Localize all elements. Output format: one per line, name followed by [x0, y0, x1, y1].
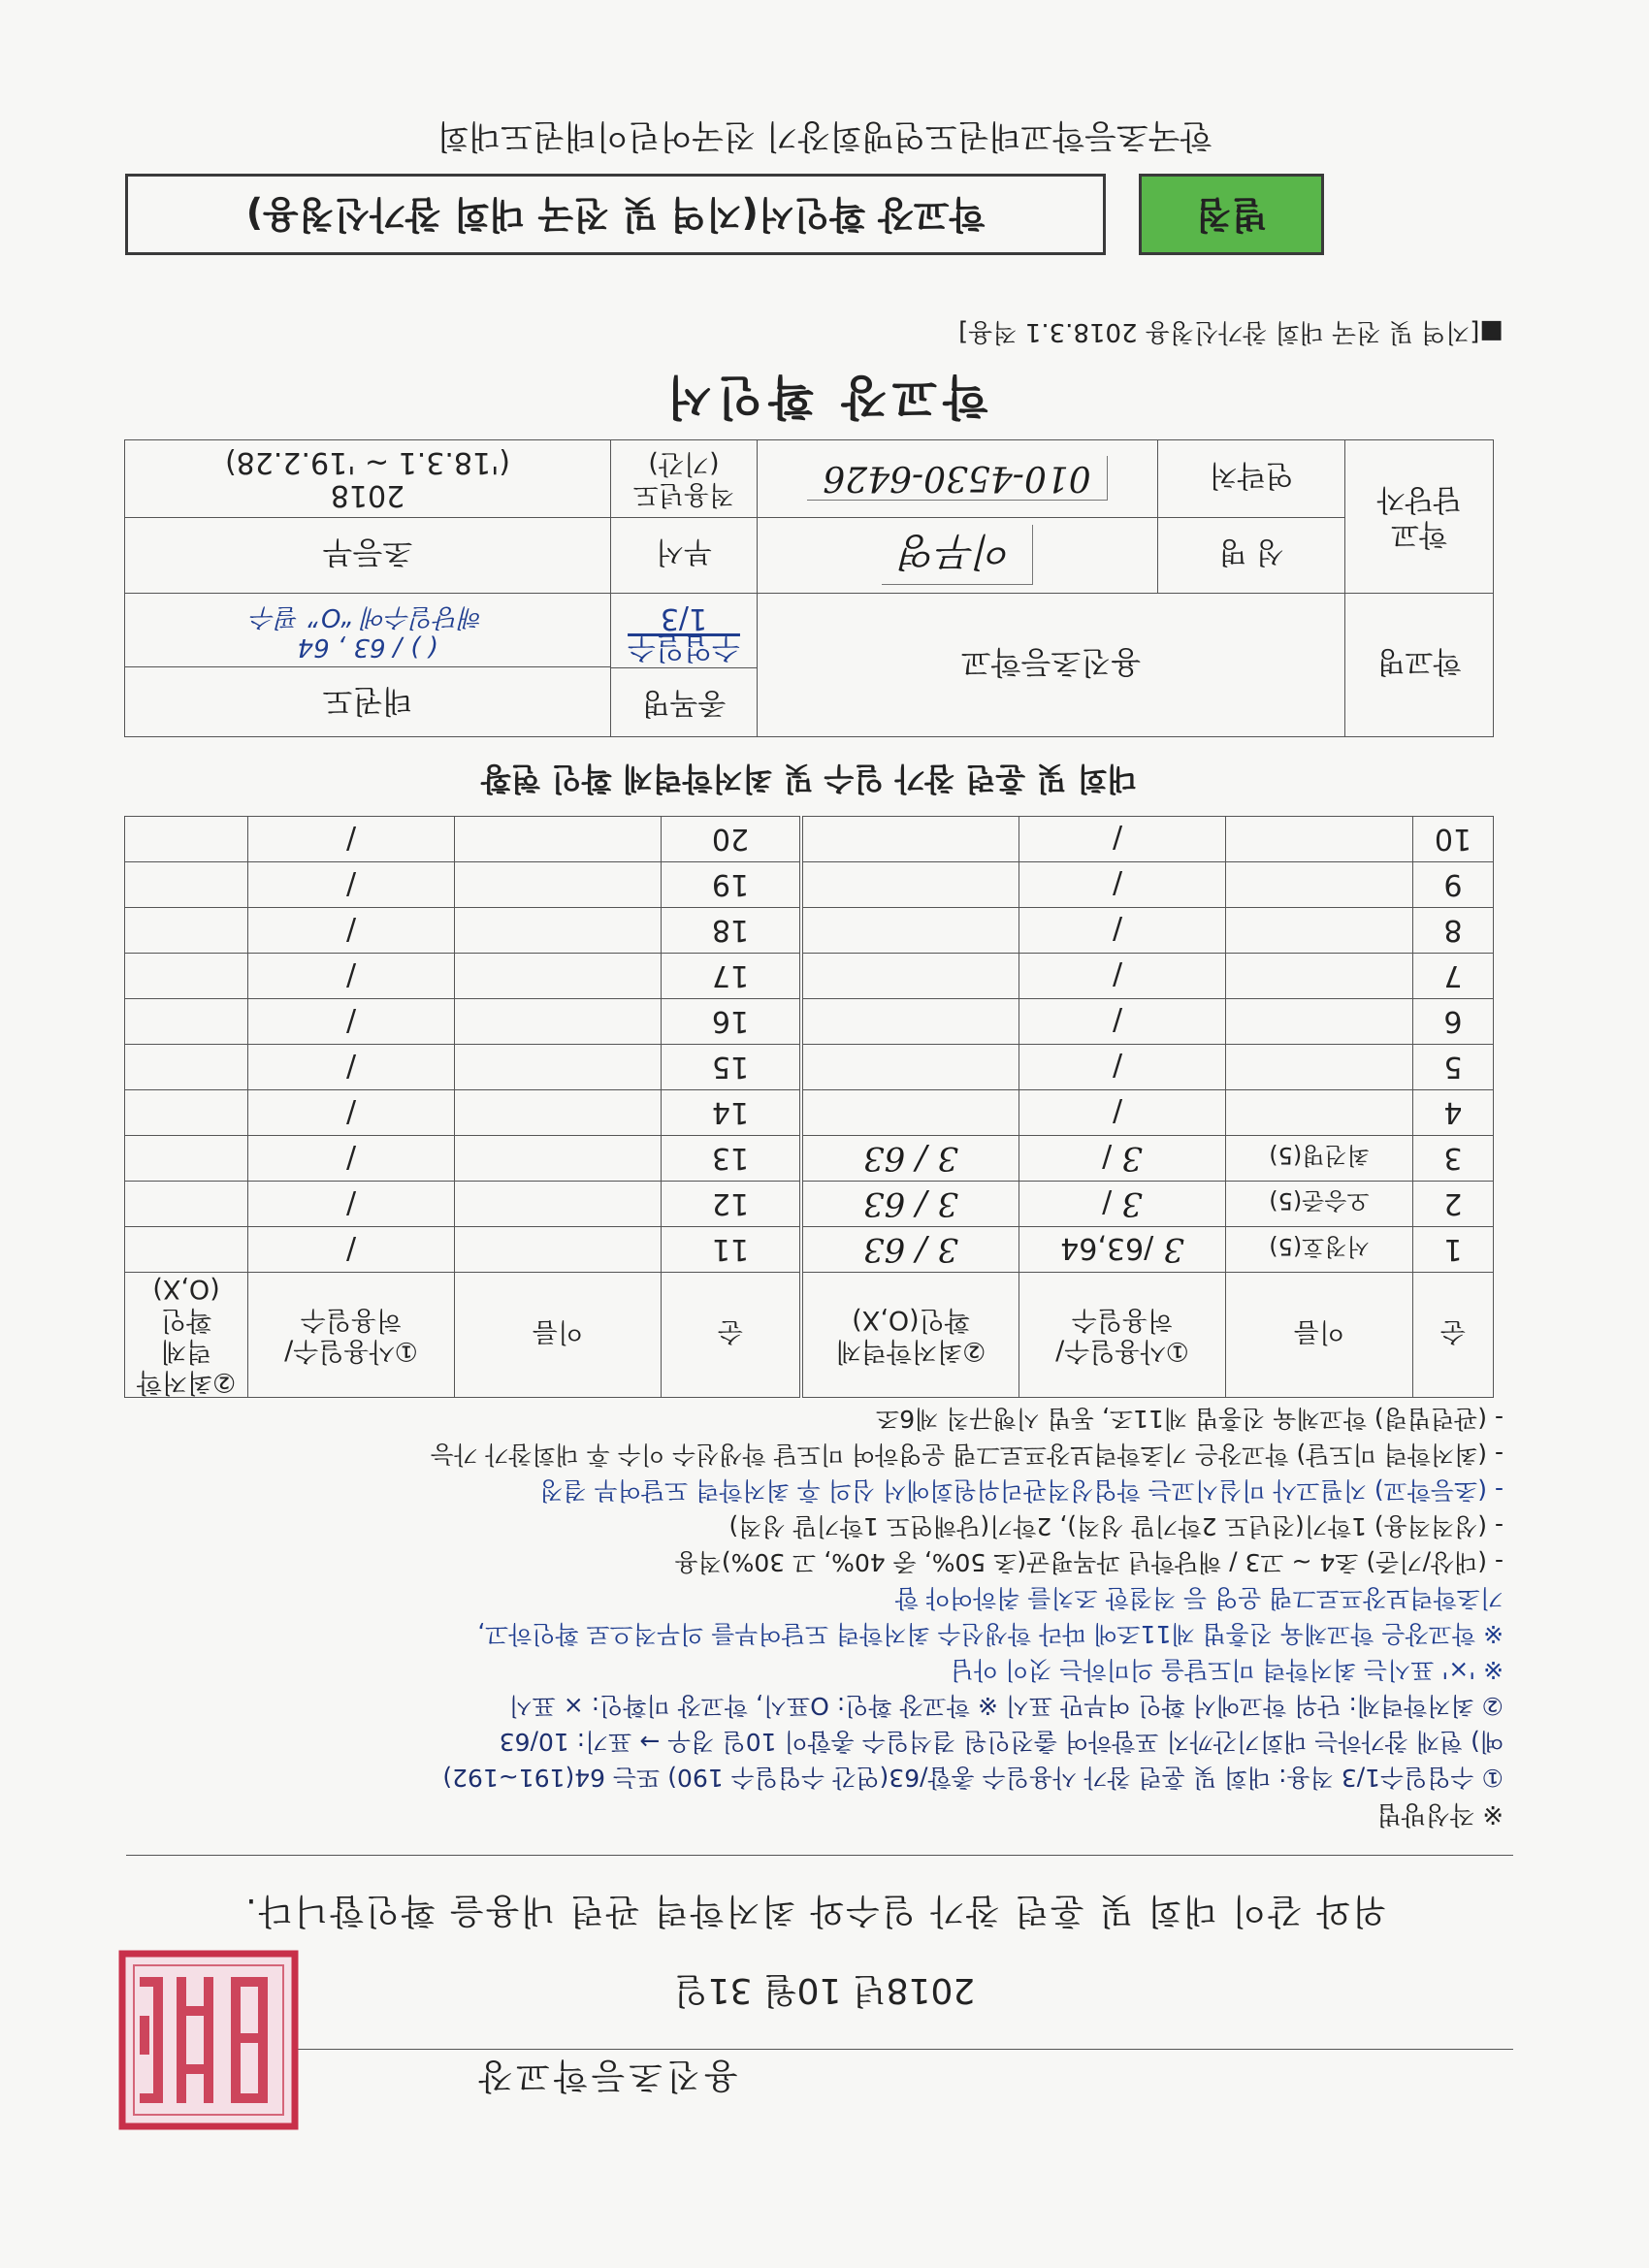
row-check [801, 817, 1019, 862]
school-name-value: 용진초등학교 [758, 594, 1345, 737]
attendance-note: 해당일수에 “O” 필수 [251, 602, 484, 632]
event-value: 태권도 [125, 667, 610, 736]
row-allowed-value: / [1112, 1049, 1123, 1083]
row-check: 3 / 63 [801, 1182, 1019, 1227]
signer-name: 용진초등학교장 [474, 2056, 738, 2095]
row-used [1019, 1136, 1226, 1182]
attachment-badge: 별첨 [1139, 174, 1324, 255]
col-days-2: ①사용일수/ 허용일수 [248, 1273, 455, 1398]
note-line: ※ 학교장은 학교체육 진흥법 제11조에 따라 학생선수 최저학력 도달여부를 의무적으로 확인하고, [477, 1620, 1504, 1648]
dept-label: 부서 [611, 518, 758, 594]
note-line: - (관련법령) 학교체육 진흥법 제11조, 동법 시행규칙 제6조 [876, 1405, 1504, 1433]
row-no-right: 13 [662, 1136, 802, 1182]
row-name [1226, 999, 1413, 1045]
row-no: 9 [1413, 862, 1494, 908]
row-allowed-value: /63,64 [1060, 1231, 1154, 1265]
row-no: 4 [1413, 1090, 1494, 1136]
row-used-value: 3 [1121, 1139, 1143, 1178]
notes-heading: ※ 작성방법 [1376, 1799, 1504, 1829]
row-used-right: / [248, 1045, 455, 1090]
table-row [125, 908, 1494, 954]
name-label: 성 명 [1158, 518, 1345, 594]
note-line: - (대상/기준) 초4 ~ 고3 / 해당학년 과목평균(초 50%, 중 40%, 고 30%)적용 [674, 1548, 1504, 1576]
row-name [1226, 1045, 1413, 1090]
row-used-right: / [248, 1136, 455, 1182]
table-row [125, 817, 1494, 862]
row-no-right: 19 [662, 862, 802, 908]
row-check-right [125, 1045, 248, 1090]
applicability-note: ■[지역 및 전국 대회 참가신청용 2018.3.1 적용] [958, 317, 1504, 346]
row-no: 2 [1413, 1182, 1494, 1227]
period-range: ('18.3.1 ~ '19.2.28) [224, 445, 511, 480]
row-used [1019, 817, 1226, 862]
row-check [801, 954, 1019, 999]
row-check: 3 / 63 [801, 1136, 1019, 1182]
school-name-label: 학교명 [1345, 594, 1494, 737]
row-name-right [455, 1227, 662, 1273]
attendance-ratio: 1/3 [660, 601, 708, 635]
row-used-value: 3 [1163, 1230, 1184, 1269]
col-no: 순 [1413, 1273, 1494, 1398]
teacher-name: 이무영 [882, 526, 1034, 586]
row-check [801, 1090, 1019, 1136]
row-no-right: 14 [662, 1090, 802, 1136]
notes-block [126, 1401, 1504, 1831]
school-info-table [124, 439, 1494, 737]
row-used [1019, 954, 1226, 999]
table-row [125, 862, 1494, 908]
table-row [125, 1045, 1494, 1090]
school-seal [116, 1948, 301, 2132]
row-name-right [455, 999, 662, 1045]
row-used [1019, 1090, 1226, 1136]
row-check [801, 1045, 1019, 1090]
row-used [1019, 1045, 1226, 1090]
row-allowed-value: / [1112, 866, 1123, 900]
row-name-right [455, 908, 662, 954]
table-row [125, 1182, 1494, 1227]
row-name-right [455, 1090, 662, 1136]
row-check [801, 908, 1019, 954]
row-name-right [455, 817, 662, 862]
row-check-right [125, 1227, 248, 1273]
period-label: 적용년도 (기간) [611, 440, 758, 518]
form-title: 학교장 확인서 [661, 370, 988, 424]
note-line: 예) 현재 참가하는 대회기간까지 포함하여 출전인원 결석일수 총합이 10일 경우 → 표기: 10/63 [499, 1728, 1504, 1756]
row-no: 1 [1413, 1227, 1494, 1273]
row-no-right: 12 [662, 1182, 802, 1227]
row-no-right: 11 [662, 1227, 802, 1273]
row-check [801, 862, 1019, 908]
row-allowed-value: / [1112, 912, 1123, 946]
row-used-right: / [248, 817, 455, 862]
col-check-2: ②최저학력제 확인(O,X) [125, 1273, 248, 1398]
table-row [125, 999, 1494, 1045]
row-no-right: 16 [662, 999, 802, 1045]
row-name [1226, 817, 1413, 862]
note-line: - (최저학력 미도달) 학교장은 기초학력보장프로그램 운영하여 미도달 학생선수 이수 후 대회참가 가능 [430, 1441, 1504, 1469]
row-no: 3 [1413, 1136, 1494, 1182]
row-check [801, 999, 1019, 1045]
contact-value: 010-4530-6426 [807, 457, 1107, 502]
row-allowed-value: / [1102, 1140, 1113, 1174]
row-check-right [125, 862, 248, 908]
col-no-2: 순 [662, 1273, 802, 1398]
row-name-right [455, 954, 662, 999]
period-year: 2018 [330, 478, 405, 513]
row-used-right: / [248, 1090, 455, 1136]
row-no-right: 15 [662, 1045, 802, 1090]
attendance-label: 수업일수 [628, 631, 740, 664]
note-line: ① 수업일수1/3 적용: 대회 및 훈련 참가 사용일수 총합/63(연간 수업일수 190) 또는 64(191~192) [442, 1764, 1504, 1792]
organizer-title: 한국초등학교태권도연맹회장기 전국어린이태권도대회 [436, 116, 1212, 155]
row-name [1226, 908, 1413, 954]
roster-caption: 대회 및 훈련 참가 일수 및 최저학력제 확인 현황 [480, 761, 1138, 797]
row-no: 10 [1413, 817, 1494, 862]
note-line: - (성적적용) 1학기(전년도 2학기말 성적), 2학기(당해연도 1학기말 성적) [728, 1512, 1504, 1540]
row-used-right: / [248, 1227, 455, 1273]
row-used [1019, 908, 1226, 954]
roster-table [124, 816, 1494, 1398]
row-no: 6 [1413, 999, 1494, 1045]
row-name: 최건명(5) [1226, 1136, 1413, 1182]
note-line: ② 최저학력제: 단위 학교에서 확인 여부만 표시 ※ 학교장 확인: O표시, 학교장 미확인: × 표시 [508, 1692, 1504, 1720]
row-name: 오승준(5) [1226, 1182, 1413, 1227]
row-check-right [125, 1182, 248, 1227]
col-name: 이름 [1226, 1273, 1413, 1398]
row-allowed-value: / [1112, 1003, 1123, 1037]
row-check-right [125, 817, 248, 862]
row-allowed-value: / [1112, 821, 1123, 855]
table-row [125, 1090, 1494, 1136]
row-name-right [455, 862, 662, 908]
row-check-right [125, 999, 248, 1045]
note-line: 기초학력보장프로그램 운영 등 적절한 조치를 취하여야 함 [894, 1584, 1504, 1612]
col-check: ②최저학력제 확인(O,X) [801, 1273, 1019, 1398]
contact-label: 연락처 [1158, 440, 1345, 518]
dept-value: 초등부 [125, 518, 611, 594]
row-used-right: / [248, 999, 455, 1045]
row-used-right: / [248, 862, 455, 908]
row-no: 7 [1413, 954, 1494, 999]
row-check-right [125, 1136, 248, 1182]
col-days: ①사용일수/ 허용일수 [1019, 1273, 1226, 1398]
attendance-fill: ( ) / 63 , 64 [297, 632, 438, 663]
row-no-right: 17 [662, 954, 802, 999]
table-row [125, 954, 1494, 999]
confirmation-date: 2018년 10월 31일 [673, 1970, 976, 2010]
row-used-right: / [248, 1182, 455, 1227]
note-line: ※ '×' 표시는 최저학력 미도달을 의미하는 것이 아님 [950, 1656, 1504, 1684]
row-no: 5 [1413, 1045, 1494, 1090]
event-label: 종목명 [611, 667, 757, 736]
row-no-right: 20 [662, 817, 802, 862]
row-name: 서정호(5) [1226, 1227, 1413, 1273]
row-used-value: 3 [1121, 1184, 1143, 1223]
teacher-label: 학교 담당자 [1345, 440, 1494, 594]
row-used [1019, 1182, 1226, 1227]
row-used-right: / [248, 954, 455, 999]
row-used [1019, 999, 1226, 1045]
row-allowed-value: / [1102, 1185, 1113, 1219]
form-banner: 학교장 확인서(지역 및 전국 대회 참가신청용) [125, 174, 1106, 255]
note-line: - (초등학교) 지필고사 미실시교는 학업성적관리위원회에서 심의 후 최저학력 도달여부 결정 [539, 1476, 1504, 1505]
row-check-right [125, 908, 248, 954]
row-name [1226, 1090, 1413, 1136]
confirmation-statement: 위와 같이 대회 및 훈련 참가 일수와 최저학력 관련 내용을 확인합니다. [243, 1891, 1386, 1930]
row-no-right: 18 [662, 908, 802, 954]
row-name-right [455, 1182, 662, 1227]
row-name [1226, 954, 1413, 999]
row-used-right: / [248, 908, 455, 954]
table-row [125, 1136, 1494, 1182]
row-check-right [125, 1090, 248, 1136]
row-no: 8 [1413, 908, 1494, 954]
row-name-right [455, 1045, 662, 1090]
col-name-2: 이름 [455, 1273, 662, 1398]
row-check-right [125, 954, 248, 999]
row-used [1019, 862, 1226, 908]
row-check: 3 / 63 [801, 1227, 1019, 1273]
row-used [1019, 1227, 1226, 1273]
row-name-right [455, 1136, 662, 1182]
row-name [1226, 862, 1413, 908]
row-allowed-value: / [1112, 957, 1123, 991]
table-row [125, 1227, 1494, 1273]
row-allowed-value: / [1112, 1094, 1123, 1128]
